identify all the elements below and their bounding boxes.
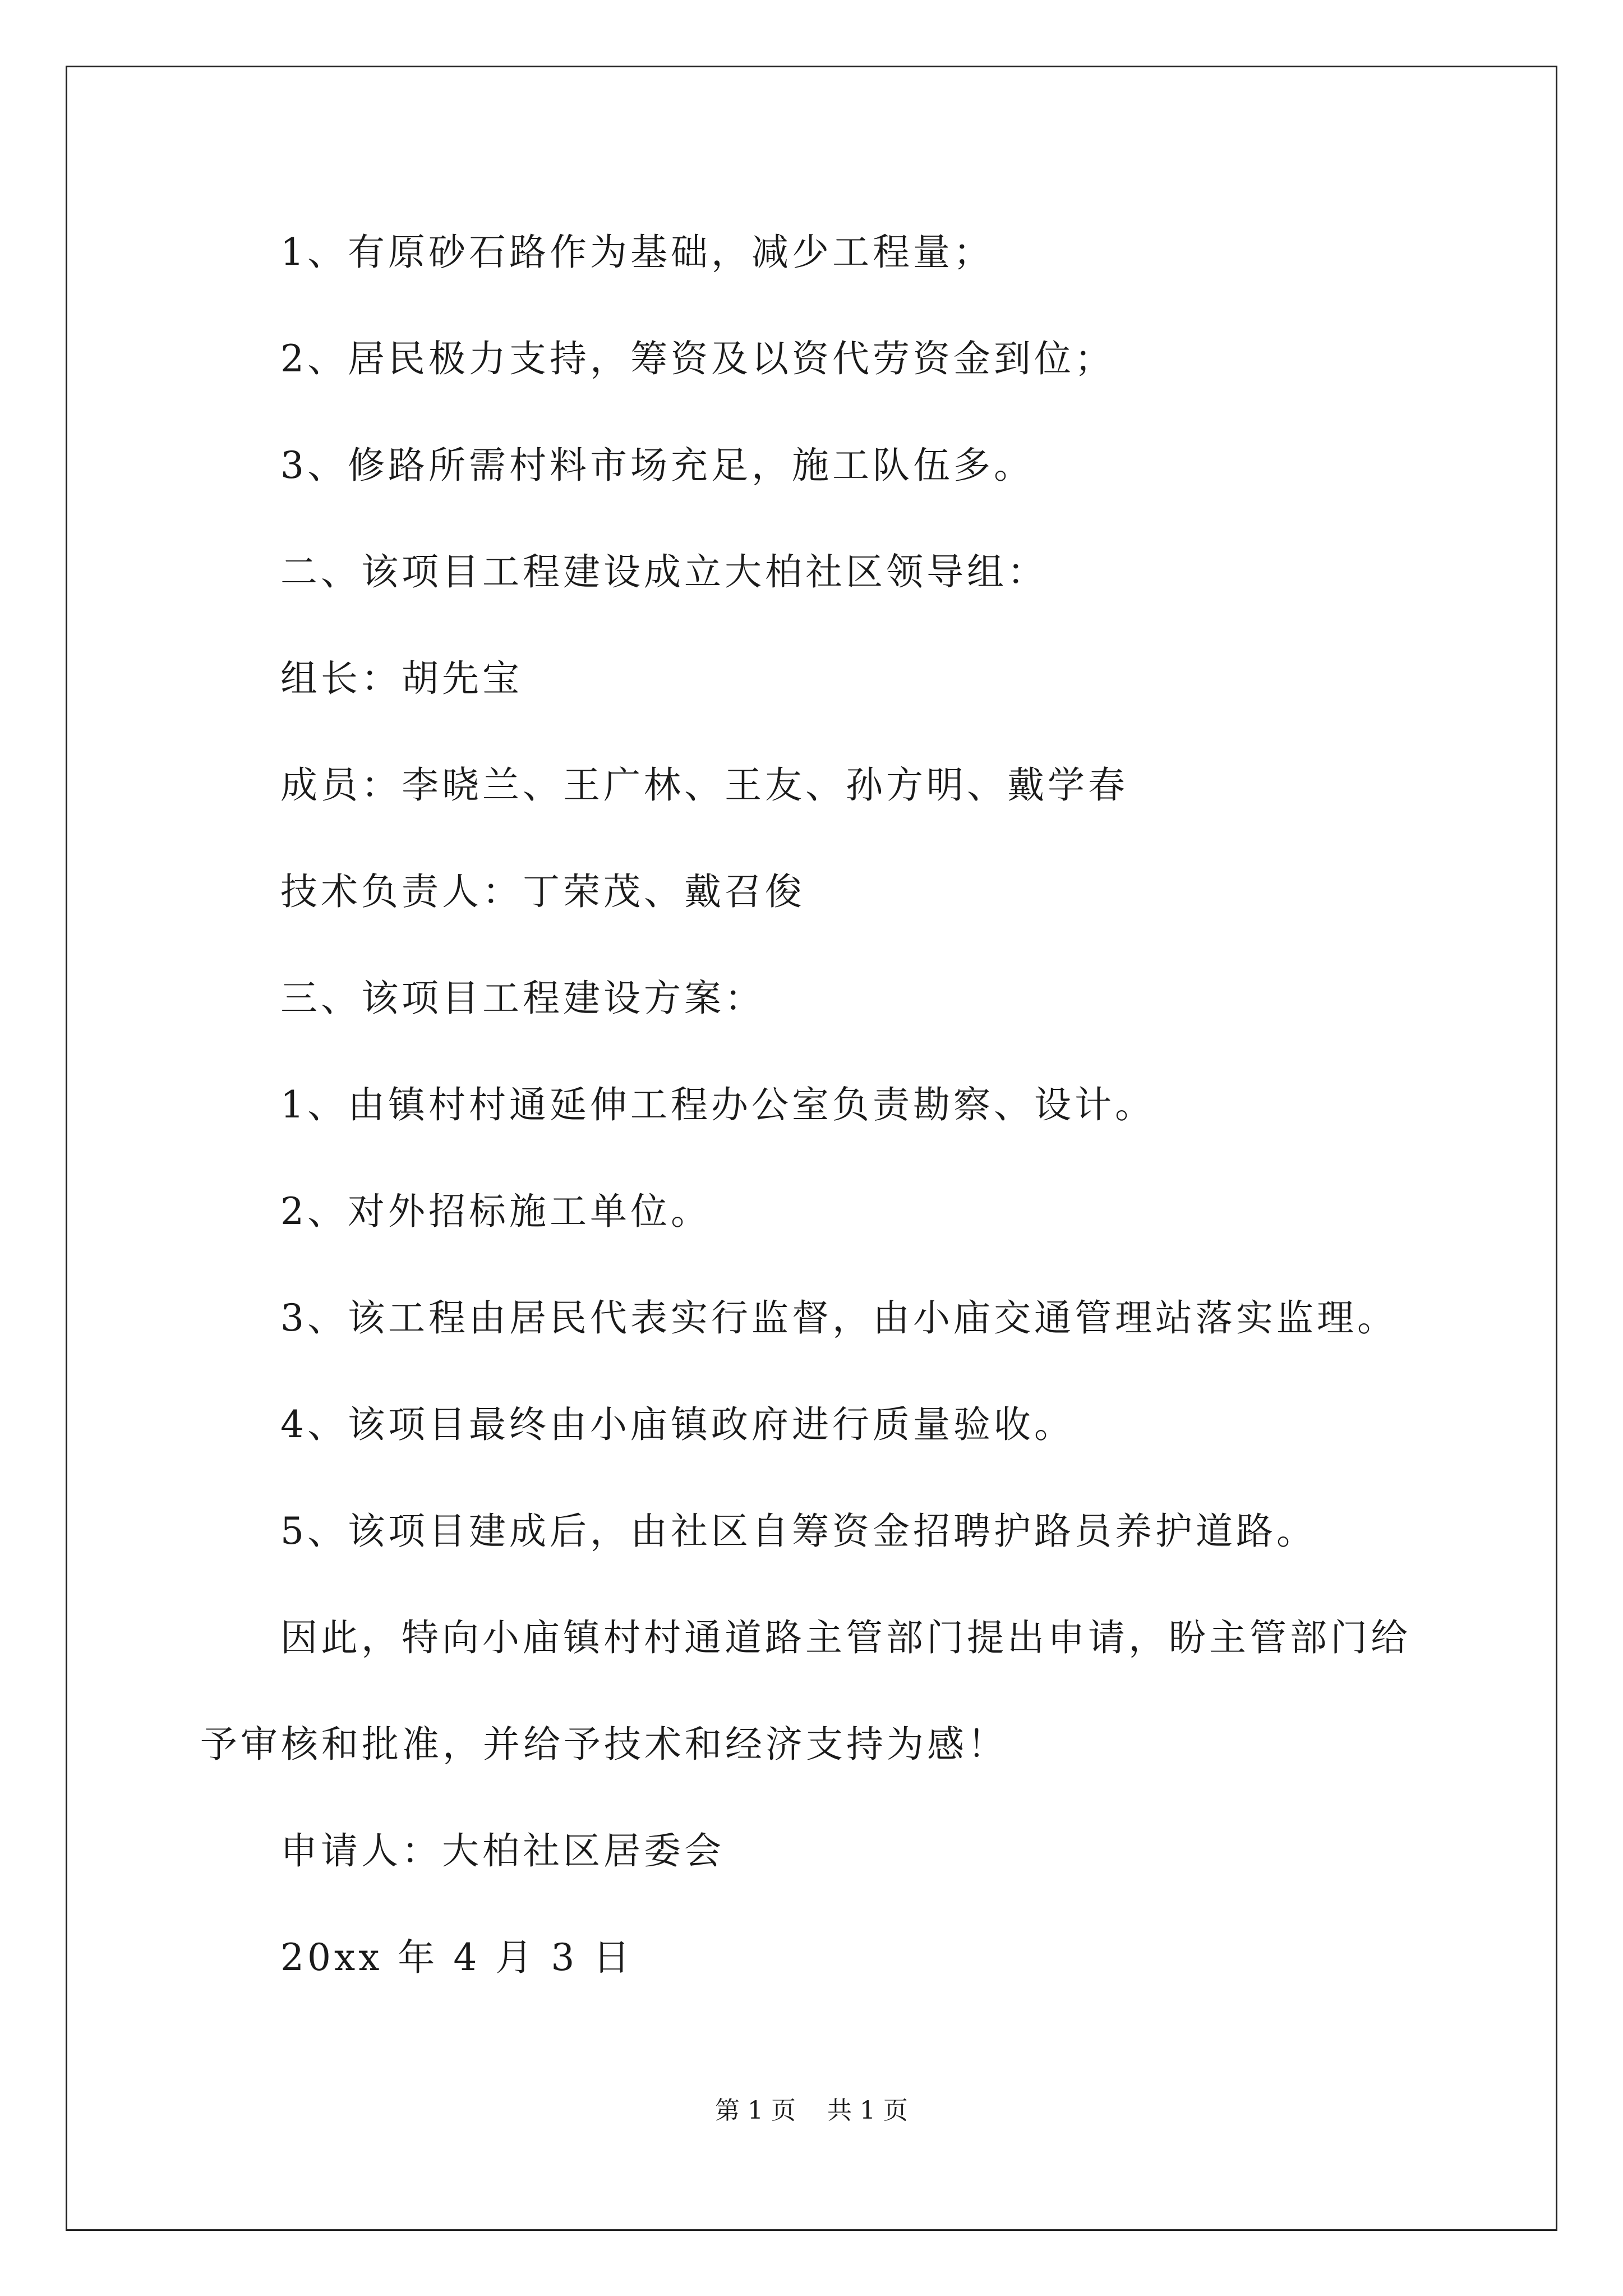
page-number-footer: 第 1 页 共 1 页 (715, 2096, 908, 2125)
applicant-line: 申请人：大柏社区居委会 (280, 1829, 725, 1872)
paragraph-request-line-1: 因此，特向小庙镇村村通道路主管部门提出申请，盼主管部门给 (280, 1616, 1411, 1659)
paragraph-plan-2: 2、对外招标施工单位。 (280, 1190, 711, 1233)
paragraph-plan-4: 4、该项目最终由小庙镇政府进行质量验收。 (280, 1403, 1075, 1446)
paragraph-members: 成员：李晓兰、王广林、王友、孙方明、戴学春 (280, 763, 1128, 807)
paragraph-request-line-2: 予审核和批准，并给予技术和经济支持为感！ (200, 1723, 1008, 1766)
paragraph-condition-2: 2、居民极力支持，筹资及以资代劳资金到位； (280, 337, 1115, 380)
paragraph-condition-3: 3、修路所需村料市场充足，施工队伍多。 (280, 444, 1034, 487)
paragraph-plan-5: 5、该项目建成后，由社区自筹资金招聘护路员养护道路。 (280, 1510, 1317, 1553)
paragraph-condition-1: 1、有原砂石路作为基础，减少工程量； (280, 231, 994, 274)
paragraph-plan-3: 3、该工程由居民代表实行监督，由小庙交通管理站落实监理。 (280, 1296, 1398, 1340)
date-line: 20xx 年 4 月 3 日 (280, 1936, 634, 1979)
paragraph-technical-lead: 技术负责人：丁荣茂、戴召俊 (280, 870, 805, 913)
section-heading-leadership: 二、该项目工程建设成立大柏社区领导组： (280, 550, 1048, 593)
page-frame (66, 66, 1557, 2231)
paragraph-group-leader: 组长：胡先宝 (280, 657, 523, 700)
section-heading-plan: 三、该项目工程建设方案： (280, 977, 765, 1020)
paragraph-plan-1: 1、由镇村村通延伸工程办公室负责勘察、设计。 (280, 1083, 1155, 1126)
